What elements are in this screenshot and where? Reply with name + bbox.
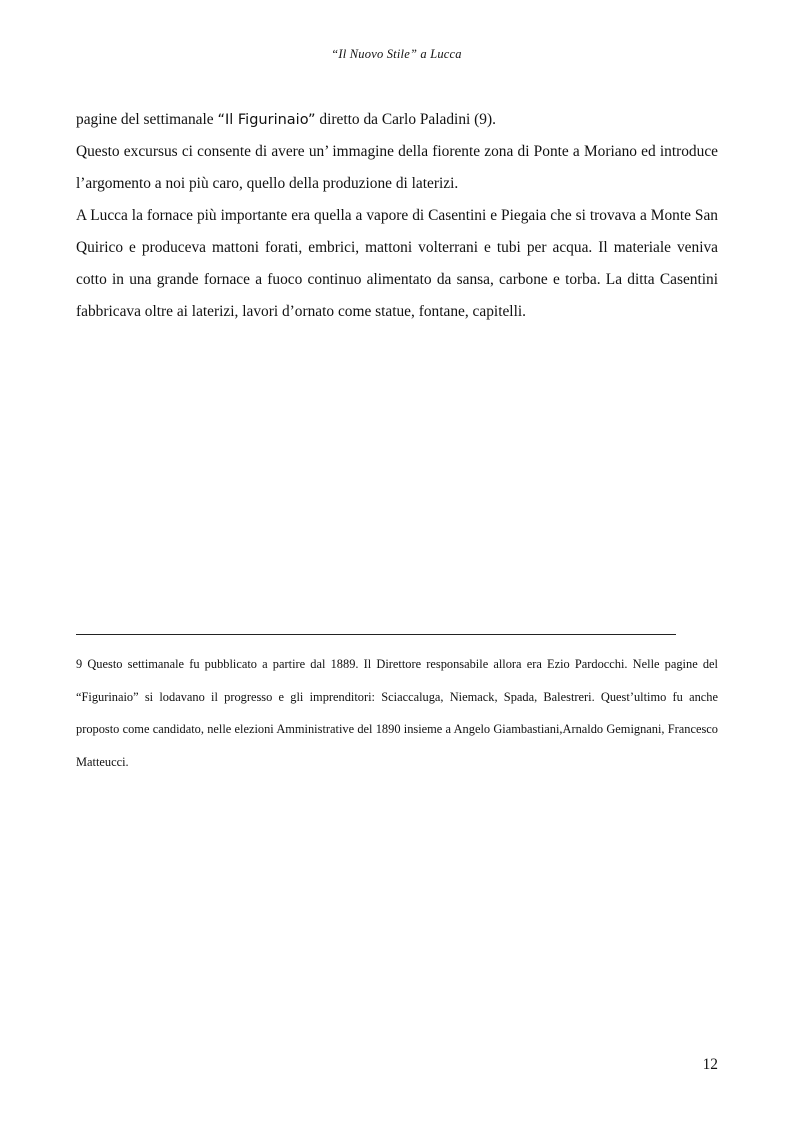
paragraph-text-start: pagine del settimanale [76, 111, 218, 128]
paragraph-excursus: Questo excursus ci consente di avere un’ immagine della fiorente zona di Ponte a Moriano ed introduce l’argomento a noi più caro, quello della produzione di laterizi. [76, 143, 718, 192]
paragraph-fornace: A Lucca la fornace più importante era quella a vapore di Casentini e Piegaia che si trovava a Monte San Quirico e produceva mattoni forati, embrici, mattoni volterrani e tubi per acqua. Il materiale veniva cotto in una grande fornace a fuoco continuo alimentato da sansa, carbone e torba. La ditta Casentini fabbricava oltre ai laterizi, lavori d’ornato come statue, fontane, capitelli. [76, 207, 718, 320]
paragraph-continuation [76, 104, 718, 136]
footnote-separator [76, 634, 676, 635]
running-header: “Il Nuovo Stile” a Lucca [331, 47, 462, 61]
body-text [76, 104, 718, 328]
paragraph-text-end: diretto da Carlo Paladini (9). [315, 111, 496, 128]
newspaper-title: “Il Figurinaio” [217, 112, 316, 128]
page-number: 12 [702, 1056, 718, 1073]
footnote-9: 9 Questo settimanale fu pubblicato a partire dal 1889. Il Direttore responsabile allora era Ezio Pardocchi. Nelle pagine del “Figurinaio” si lodavano il progresso e gli imprenditori: Sciaccaluga, Niemack, Spada, Balestreri. Quest’ultimo fu anche proposto come candidato, nelle elezioni Amministrative del 1890 insieme a Angelo Giambastiani,Arnaldo Gemignani, Francesco Matteucci. [76, 657, 718, 769]
